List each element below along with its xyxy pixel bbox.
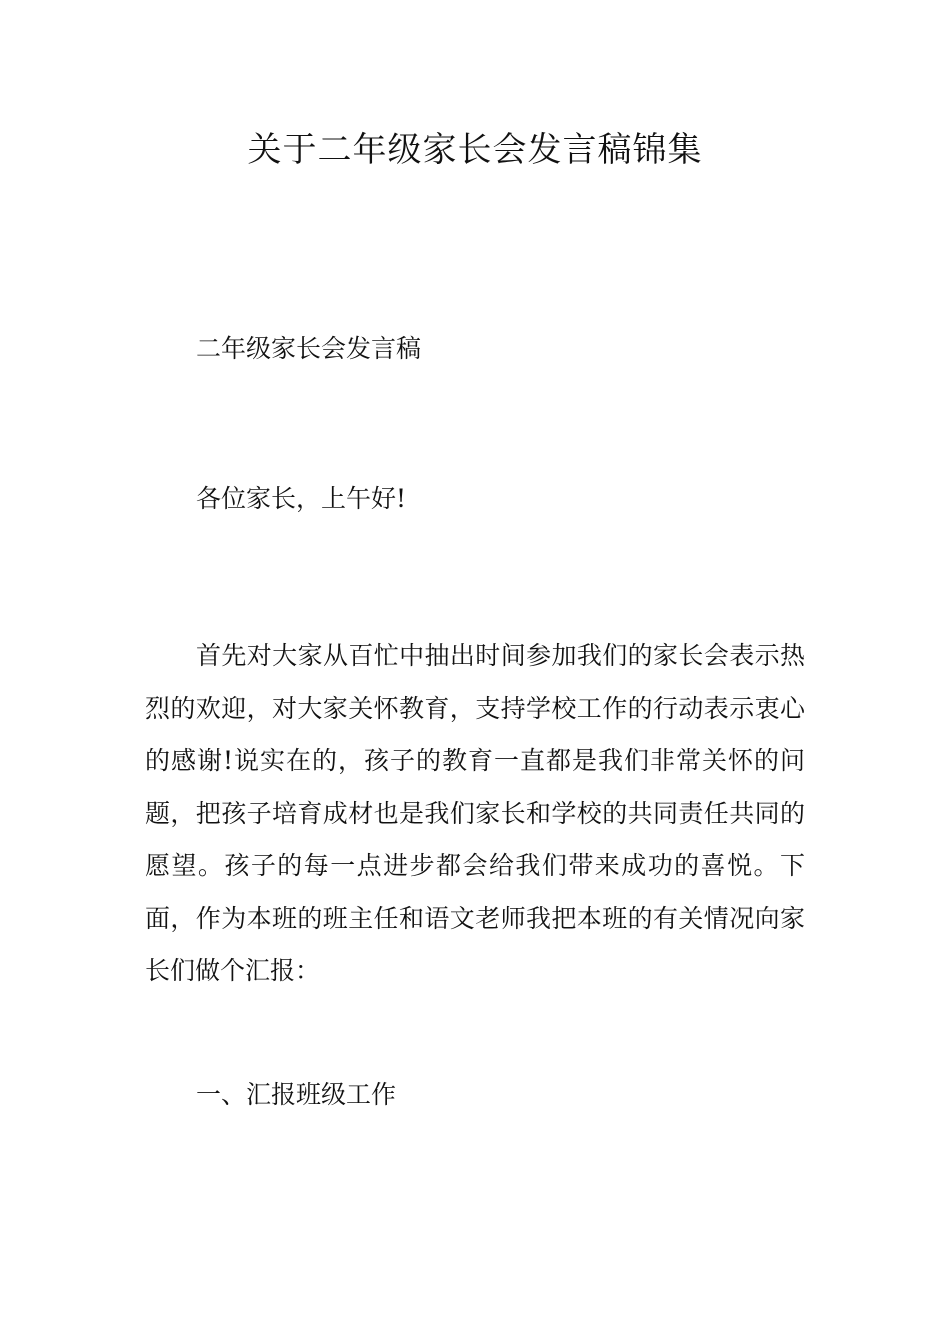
greeting-line: 各位家长，上午好! (196, 484, 407, 513)
speech-subtitle: 二年级家长会发言稿 (196, 334, 422, 363)
document-title: 关于二年级家长会发言稿锦集 (247, 130, 703, 170)
body-paragraph: 首先对大家从百忙中抽出时间参加我们的家长会表示热烈的欢迎，对大家关怀教育，支持学校工作的行动表示衷心的感谢!说实在的，孩子的教育一直都是我们非常关怀的问题，把孩子培育成材也是我们家长和学校的共同责任共同的愿望。孩子的每一点进步都会给我们带来成功的喜悦。下面，作为本班的班主任和语文老师我把本班的有关情况向家长们做个汇报： (145, 641, 805, 985)
section-heading: 一、汇报班级工作 (196, 1080, 397, 1109)
